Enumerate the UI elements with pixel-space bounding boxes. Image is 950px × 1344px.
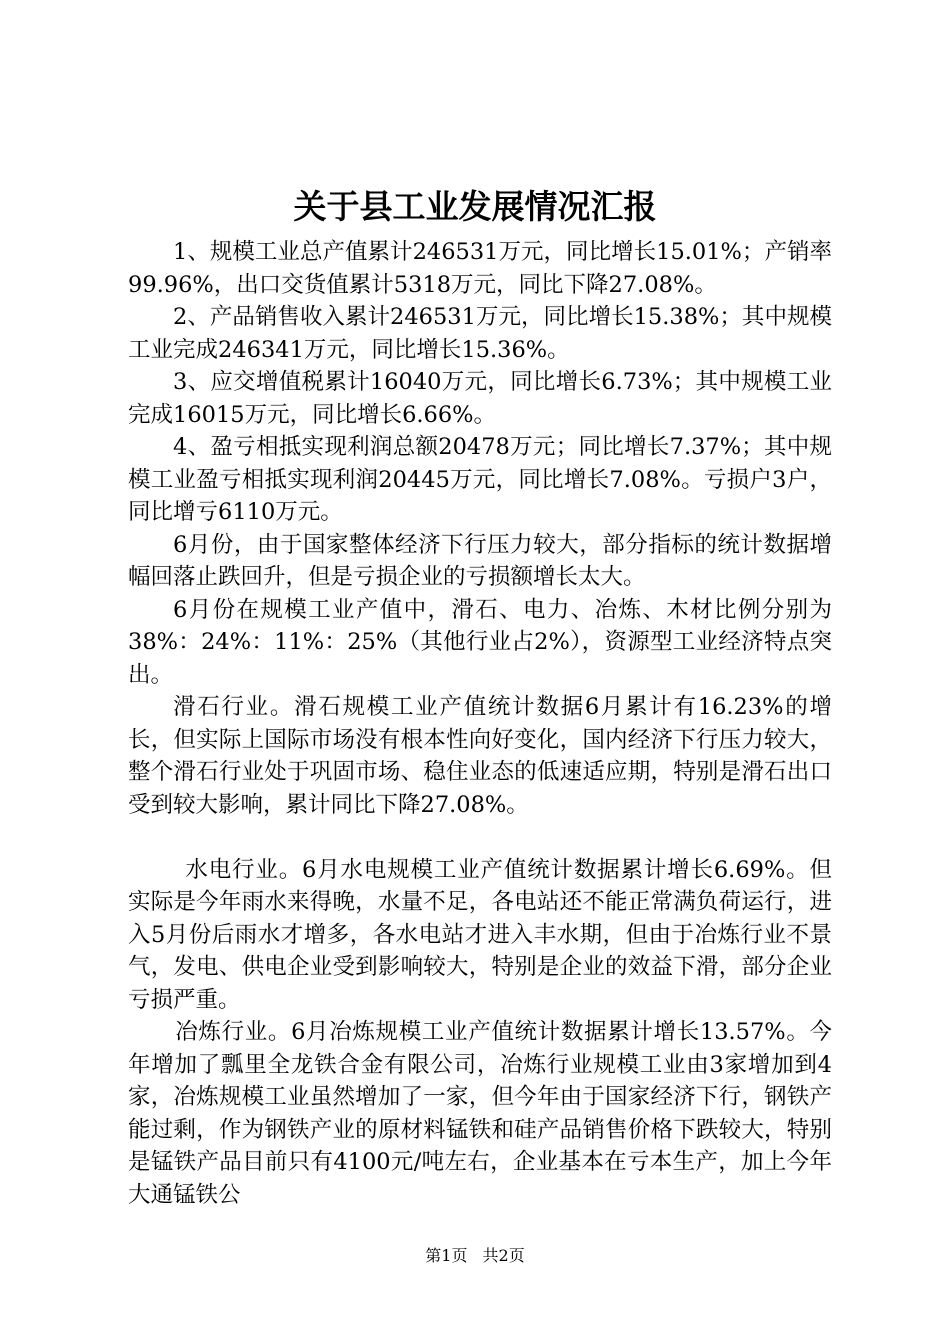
- paragraph-industry-ratio: 6月份在规模工业产值中，滑石、电力、冶炼、木材比例分别为38%：24%：11%：25%（其他行业占2%），资源型工业经济特点突出。: [128, 596, 832, 688]
- paragraph-output-value: 1、规模工业总产值累计246531万元，同比增长15.01%；产销率99.96%，出口交货值累计5318万元，同比下降27.08%。: [128, 239, 832, 298]
- paragraph-sales-revenue: 2、产品销售收入累计246531万元，同比增长15.38%；其中规模工业完成246341万元，同比增长15.36%。: [128, 304, 832, 363]
- paragraph-june-overview: 6月份，由于国家整体经济下行压力较大，部分指标的统计数据增幅回落止跌回升，但是亏损企业的亏损额增长太大。: [128, 531, 832, 590]
- page-number: 第1页: [425, 1246, 468, 1265]
- paragraph-talc-industry: 滑石行业。滑石规模工业产值统计数据6月累计有16.23%的增长，但实际上国际市场没有根本性向好变化，国内经济下行压力较大，整个滑石行业处于巩固市场、稳住业态的低速适应期，特别是滑石出口受到较大影响，累计同比下降27.08%。: [128, 694, 832, 818]
- page-total: 共2页: [482, 1246, 525, 1265]
- paragraph-vat: 3、应交增值税累计16040万元，同比增长6.73%；其中规模工业完成16015万元，同比增长6.66%。: [128, 369, 832, 428]
- paragraph-spacer: [128, 821, 832, 854]
- document-title: 关于县工业发展情况汇报: [293, 187, 657, 226]
- paragraph-hydropower-industry: 水电行业。6月水电规模工业产值统计数据累计增长6.69%。但实际是今年雨水来得晚，水量不足，各电站还不能正常满负荷运行，进入5月份后雨水才增多，各水电站才进入丰水期，但由于冶炼行业不景气，发电、供电企业受到影响较大，特别是企业的效益下滑，部分企业亏损严重。: [128, 856, 832, 1013]
- paragraph-profit: 4、盈亏相抵实现利润总额20478万元；同比增长7.37%；其中规模工业盈亏相抵实现利润20445万元，同比增长7.08%。亏损户3户，同比增亏6110万元。: [128, 434, 832, 525]
- page-footer: [0, 1244, 950, 1268]
- paragraph-smelting-industry: 冶炼行业。6月冶炼规模工业产值统计数据累计增长13.57%。今年增加了瓢里全龙铁合金有限公司，冶炼行业规模工业由3家增加到4家，冶炼规模工业虽然增加了一家，但今年由于国家经济下行，钢铁产能过剩，作为钢铁产业的原材料锰铁和硅产品销售价格下跌较大，特别是锰铁产品目前只有4100元/吨左右，企业基本在亏本生产，加上今年大通锰铁公: [128, 1019, 832, 1208]
- document-body: [128, 236, 832, 1211]
